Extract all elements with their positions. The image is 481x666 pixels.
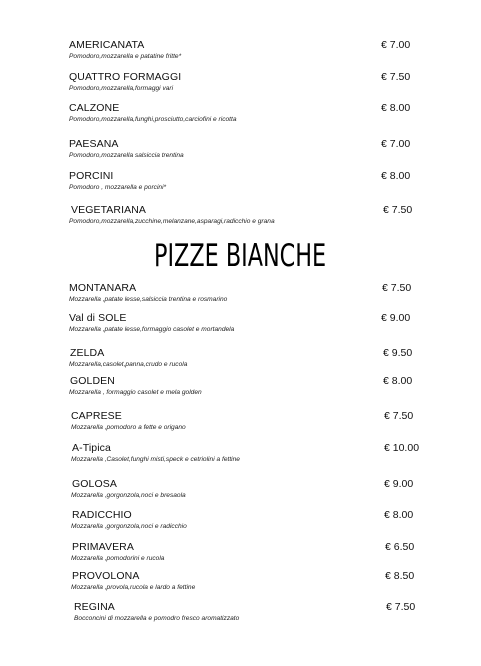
menu-item-price: € 7.50 xyxy=(382,282,412,294)
menu-item-description: Pomodoro , mozzarella e porcini* xyxy=(69,184,167,191)
menu-item-description: Mozzarella,casolet,panna,crudo e rucola xyxy=(69,361,188,368)
menu-item-name: A-Tipica xyxy=(72,442,111,454)
menu-item-name: GOLDEN xyxy=(70,375,115,387)
menu-item-description: Pomodoro,mozzarella salsiccia trentina xyxy=(69,152,184,159)
menu-item-name: MONTANARA xyxy=(69,282,137,294)
menu-item-description: Mozzarella ,gorgonzola,noci e bresaola xyxy=(71,492,186,499)
menu-item-price: € 7.00 xyxy=(381,39,411,51)
menu-item-price: € 9.00 xyxy=(384,478,414,490)
menu-item-description: Pomodoro,mozzarella,formaggi vari xyxy=(69,85,174,92)
menu-item-price: € 6.50 xyxy=(385,541,415,553)
menu-item-americanata xyxy=(0,39,481,69)
menu-item-radicchio xyxy=(0,509,481,539)
menu-item-price: € 7.50 xyxy=(381,71,411,83)
menu-item-name: CAPRESE xyxy=(71,410,122,422)
menu-item-name: ZELDA xyxy=(70,347,105,359)
menu-item-montanara xyxy=(0,282,481,312)
menu-item-name: PORCINI xyxy=(69,170,114,182)
menu-item-price: € 7.50 xyxy=(384,410,414,422)
menu-item-name: PROVOLONA xyxy=(72,570,140,582)
menu-item-description: Mozzarella ,pomodoro a fette e origano xyxy=(71,424,186,431)
menu-item-description: Mozzarella , formaggio casolet e mela golden xyxy=(69,389,202,396)
menu-item-price: € 7.50 xyxy=(383,204,413,216)
menu-item-golden xyxy=(0,375,481,405)
menu-item-regina xyxy=(0,601,481,631)
menu-item-name: QUATTRO FORMAGGI xyxy=(69,71,182,83)
section-title: PIZZE BIANCHE xyxy=(153,238,327,274)
menu-item-paesana xyxy=(0,138,481,168)
menu-item-quattro-formaggi xyxy=(0,71,481,101)
menu-item-name: Val di SOLE xyxy=(69,312,127,324)
menu-item-name: GOLOSA xyxy=(72,478,117,490)
menu-item-name: RADICCHIO xyxy=(72,509,132,521)
menu-item-description: Pomodoro,mozzarella,funghi,prosciutto,carciofini e ricotta xyxy=(69,116,237,123)
menu-item-zelda xyxy=(0,347,481,377)
menu-item-primavera xyxy=(0,541,481,571)
menu-item-price: € 9.00 xyxy=(381,312,411,324)
menu-item-description: Mozzarella ,patate lesse,salsiccia trentina e rosmarino xyxy=(69,296,228,303)
menu-item-provolona xyxy=(0,570,481,600)
menu-item-name: AMERICANATA xyxy=(69,39,145,51)
menu-item-price: € 9.50 xyxy=(383,347,413,359)
menu-item-description: Mozzarella ,Casolet,funghi misti,speck e cetriolini a fettine xyxy=(71,456,240,463)
menu-item-name: REGINA xyxy=(74,601,115,613)
menu-item-caprese xyxy=(0,410,481,440)
menu-item-golosa xyxy=(0,478,481,508)
menu-item-calzone xyxy=(0,102,481,132)
menu-item-price: € 8.00 xyxy=(384,509,414,521)
menu-item-price: € 10.00 xyxy=(384,442,420,454)
menu-item-description: Mozzarella ,pomodorini e rucola xyxy=(71,555,165,562)
menu-item-vegetariana xyxy=(0,204,481,234)
menu-item-price: € 7.00 xyxy=(381,138,411,150)
menu-item-description: Mozzarella ,provola,rucola e lardo a fettine xyxy=(71,584,196,591)
menu-item-description: Bocconcini di mozzarella e pomodro fresco aromatizzato xyxy=(74,615,240,622)
menu-item-description: Pomodoro,mozzarella e patatine fritte* xyxy=(69,53,182,60)
menu-item-description: Pomodoro,mozzarella,zucchine,melanzane,asparagi,radicchio e grana xyxy=(69,218,275,225)
menu-item-name: PRIMAVERA xyxy=(72,541,134,553)
menu-item-name: VEGETARIANA xyxy=(71,204,147,216)
menu-item-price: € 8.00 xyxy=(381,170,411,182)
menu-item-price: € 8.00 xyxy=(381,102,411,114)
menu-item-name: PAESANA xyxy=(69,138,119,150)
menu-item-porcini xyxy=(0,170,481,200)
menu-item-price: € 7.50 xyxy=(386,601,416,613)
menu-item-price: € 8.50 xyxy=(385,570,415,582)
menu-item-description: Mozzarella ,patate lesse,formaggio casolet e mortandela xyxy=(69,326,235,333)
menu-item-val-di-sole xyxy=(0,312,481,342)
menu-item-price: € 8.00 xyxy=(383,375,413,387)
menu-item-name: CALZONE xyxy=(69,102,120,114)
menu-item-a-tipica xyxy=(0,442,481,472)
menu-item-description: Mozzarella ,gorgonzola,noci e radicchio xyxy=(71,523,187,530)
